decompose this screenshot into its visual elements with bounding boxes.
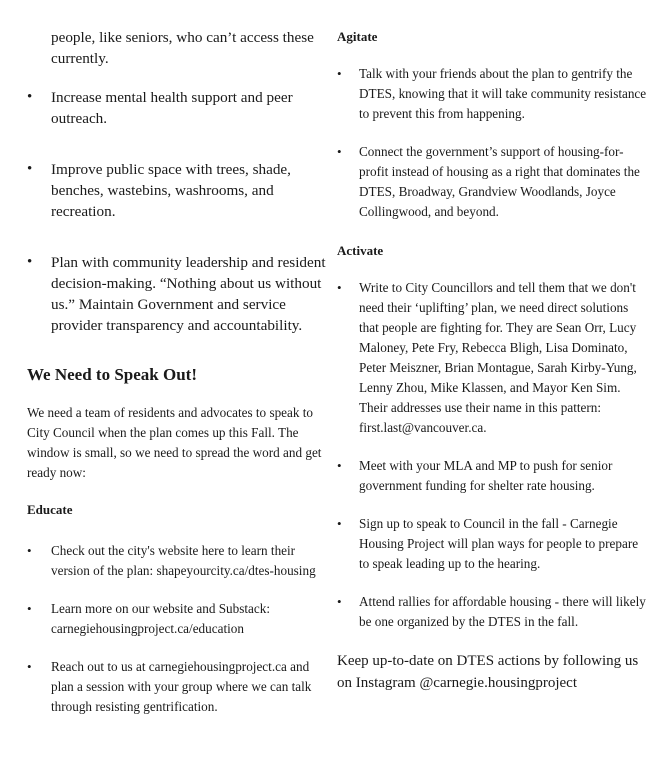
list-item-text: Reach out to us at carnegiehousingproject.ca and plan a session with your group where we can talk through resisting gentrification. (51, 659, 312, 714)
bullet-icon: • (337, 144, 342, 159)
agitate-list (337, 64, 649, 222)
bullet-icon: • (337, 458, 342, 473)
list-item-text: Learn more on our website and Substack: carnegiehousingproject.ca/education (51, 601, 270, 636)
speak-out-heading: We Need to Speak Out! (27, 365, 197, 384)
bullet-icon: • (337, 516, 342, 531)
list-item (337, 514, 649, 574)
bullet-icon: • (27, 89, 33, 105)
bullet-icon: • (27, 161, 33, 177)
list-item (27, 159, 327, 222)
bullet-icon: • (27, 254, 33, 270)
activate-list (337, 278, 649, 632)
list-item-text: Plan with community leadership and resident decision-making. “Nothing about us without us.” Maintain Government and service provider transparency and accountability. (51, 254, 326, 334)
bullet-icon: • (337, 66, 342, 81)
list-item (27, 599, 327, 639)
list-item (337, 278, 649, 438)
continuation-text: people, like seniors, who can’t access these currently. (51, 29, 314, 67)
activate-heading: Activate (337, 243, 384, 258)
bullet-icon: • (27, 659, 32, 674)
list-item (337, 592, 649, 632)
bullet-icon: • (337, 594, 342, 609)
list-item-text: Talk with your friends about the plan to gentrify the DTES, knowing that it will take community resistance to prevent this from happening. (359, 66, 647, 121)
list-item (27, 252, 327, 336)
list-item-text: Sign up to speak to Council in the fall - Carnegie Housing Project will plan ways for people to prepare to speak leading up to the hearing. (359, 516, 639, 571)
right-column (337, 0, 649, 694)
list-item (337, 64, 649, 124)
bullet-icon: • (337, 280, 342, 295)
educate-list (27, 541, 327, 717)
list-item (337, 456, 649, 496)
instagram-note: Keep up-to-date on DTES actions by following us on Instagram @carnegie.housingproject (337, 653, 639, 691)
list-item-text: Increase mental health support and peer outreach. (51, 89, 293, 127)
bullet-icon: • (27, 601, 32, 616)
list-item-text: Connect the government’s support of housing-for-profit instead of housing as a right that dominates the DTES, Broadway, Grandview Woodlands, Joyce Collingwood, and beyond. (359, 144, 640, 219)
list-item-text: Meet with your MLA and MP to push for senior government funding for shelter rate housing. (359, 458, 613, 493)
list-item-text: Check out the city's website here to learn their version of the plan: shapeyourcity.ca/dtes-housing (51, 543, 316, 578)
priority-list (27, 87, 327, 336)
bullet-icon: • (27, 543, 32, 558)
list-item-text: Write to City Councillors and tell them that we don't need their ‘uplifting’ plan, we need direct solutions that people are fighting for. They are Sean Orr, Lucy Maloney, Pete Fry, Rebecca Bligh, Lisa Dominato, Peter Meiszner, Brian Montague, Sarah Kirby-Yung, Lenny Zhou, Mike Klassen, and Mayor Ken Sim. Their addresses use their name in this pattern: first.last@vancouver.ca. (359, 280, 637, 435)
list-item (27, 657, 327, 717)
list-item-text: Attend rallies for affordable housing - there will likely be one organized by the DTES in the fall. (359, 594, 646, 629)
list-item-text: Improve public space with trees, shade, benches, wastebins, washrooms, and recreation. (51, 161, 291, 220)
intro-paragraph: We need a team of residents and advocates to speak to City Council when the plan comes up this Fall. The window is small, so we need to spread the word and get ready now: (27, 405, 322, 480)
list-item (337, 142, 649, 222)
left-column (27, 0, 327, 717)
list-item (27, 87, 327, 129)
educate-heading: Educate (27, 502, 73, 517)
list-item (27, 541, 327, 581)
agitate-heading: Agitate (337, 29, 378, 44)
